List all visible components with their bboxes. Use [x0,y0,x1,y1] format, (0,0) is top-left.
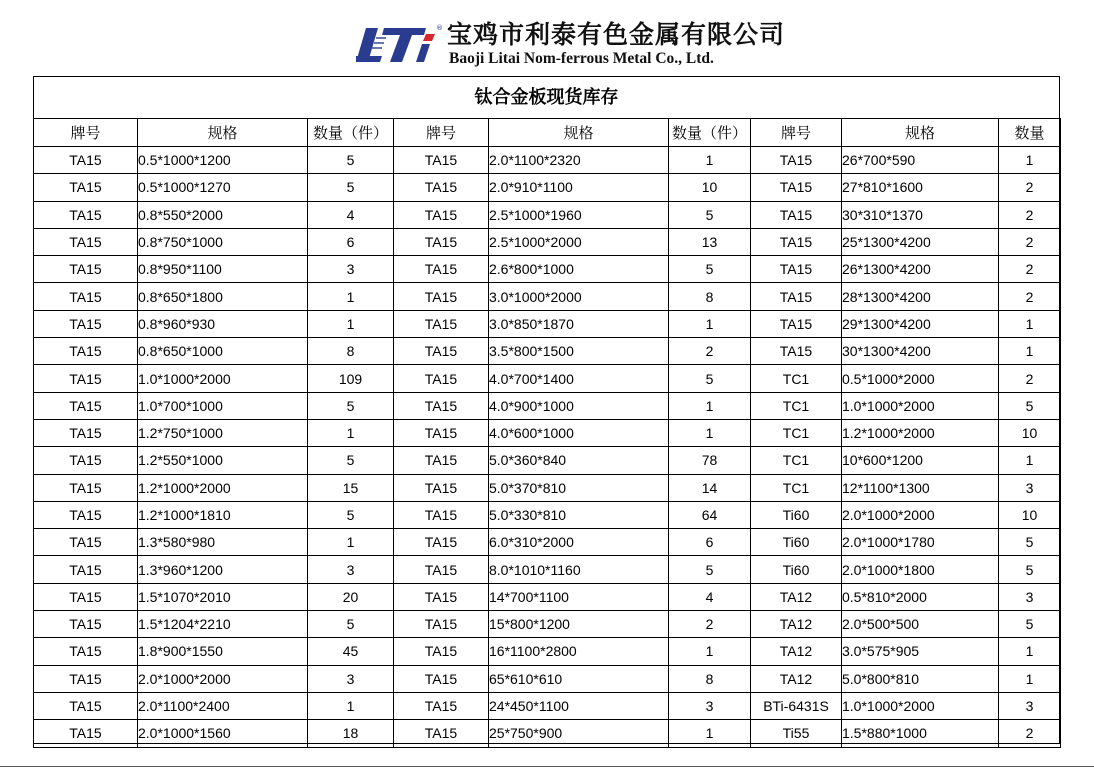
qty-cell: 1 [669,419,751,446]
grade-cell: TA15 [394,283,489,310]
spec-cell: 65*610*610 [489,665,669,692]
spec-cell: 25*750*900 [489,720,669,747]
grade-cell: TA15 [34,665,138,692]
grade-cell: TA15 [751,310,842,337]
spec-cell: 27*810*1600 [842,174,999,201]
qty-cell: 5 [308,392,394,419]
qty-cell: 1 [308,529,394,556]
grade-cell: TA15 [394,529,489,556]
grade-cell: TA15 [751,256,842,283]
table-row [34,720,1061,747]
qty-cell: 10 [999,501,1061,528]
table-row [34,447,1061,474]
table-row [34,338,1061,365]
spec-cell: 6.0*310*2000 [489,529,669,556]
spec-cell: 0.8*650*1800 [138,283,308,310]
grade-cell: TA15 [34,392,138,419]
spec-cell: 2.0*1000*1780 [842,529,999,556]
sheet-title: 钛合金板现货库存 [34,77,1059,119]
spec-cell: 2.0*1000*1560 [138,720,308,747]
table-body [34,147,1061,748]
grade-cell: TA15 [34,474,138,501]
grade-cell: TC1 [751,419,842,446]
table-row [34,638,1061,665]
grade-cell: Ti55 [751,720,842,747]
table-row [34,228,1061,255]
qty-cell: 2 [999,720,1061,747]
grade-cell: TA15 [394,720,489,747]
grade-cell: TC1 [751,392,842,419]
grade-cell: Ti60 [751,556,842,583]
qty-cell: 2 [999,201,1061,228]
qty-cell: 5 [308,147,394,174]
qty-cell: 5 [308,447,394,474]
grade-cell: TA15 [394,474,489,501]
company-name-english: Baoji Litai Nom-ferrous Metal Co., Ltd. [449,50,714,67]
qty-cell: 1 [669,310,751,337]
spec-cell: 26*1300*4200 [842,256,999,283]
spec-cell: 12*1100*1300 [842,474,999,501]
qty-cell: 2 [999,283,1061,310]
qty-cell: 109 [308,365,394,392]
grade-cell: TA15 [34,256,138,283]
spec-cell: 4.0*900*1000 [489,392,669,419]
spec-cell: 4.0*600*1000 [489,419,669,446]
grade-cell: TC1 [751,447,842,474]
grade-cell: TA15 [34,365,138,392]
spec-cell: 0.5*810*2000 [842,583,999,610]
spec-cell: 30*310*1370 [842,201,999,228]
table-row [34,611,1061,638]
grade-cell: TA15 [394,692,489,719]
table-row [34,665,1061,692]
qty-cell: 1 [999,665,1061,692]
inventory-sheet [33,76,1060,744]
qty-cell: 1 [669,392,751,419]
inventory-table [33,118,1061,748]
grade-cell: TA15 [34,228,138,255]
qty-cell: 4 [669,583,751,610]
qty-cell: 5 [669,256,751,283]
table-row [34,365,1061,392]
spec-cell: 1.2*1000*2000 [842,419,999,446]
qty-cell: 18 [308,720,394,747]
spec-cell: 8.0*1010*1160 [489,556,669,583]
grade-cell: TA15 [34,556,138,583]
spec-cell: 0.8*550*2000 [138,201,308,228]
qty-cell: 5 [669,365,751,392]
grade-cell: TA15 [394,310,489,337]
qty-cell: 1 [308,283,394,310]
spec-cell: 2.0*1000*2000 [138,665,308,692]
spec-cell: 3.5*800*1500 [489,338,669,365]
grade-cell: TA15 [34,692,138,719]
col-header-spec: 规格 [138,119,308,147]
spec-cell: 4.0*700*1400 [489,365,669,392]
spec-cell: 2.0*1100*2320 [489,147,669,174]
qty-cell: 1 [999,147,1061,174]
spec-cell: 16*1100*2800 [489,638,669,665]
table-header-row [34,119,1061,147]
grade-cell: TA12 [751,638,842,665]
spec-cell: 1.0*700*1000 [138,392,308,419]
spec-cell: 1.2*550*1000 [138,447,308,474]
spec-cell: 2.0*1000*2000 [842,501,999,528]
grade-cell: TA15 [34,720,138,747]
table-row [34,692,1061,719]
qty-cell: 8 [669,283,751,310]
table-row [34,419,1061,446]
qty-cell: 78 [669,447,751,474]
grade-cell: TA15 [34,283,138,310]
qty-cell: 1 [999,338,1061,365]
table-row [34,583,1061,610]
grade-cell: TA12 [751,611,842,638]
grade-cell: TA15 [394,583,489,610]
spec-cell: 1.3*960*1200 [138,556,308,583]
qty-cell: 5 [669,201,751,228]
qty-cell: 1 [669,720,751,747]
qty-cell: 3 [308,256,394,283]
grade-cell: TA15 [34,419,138,446]
spec-cell: 1.2*1000*1810 [138,501,308,528]
spec-cell: 30*1300*4200 [842,338,999,365]
spec-cell: 28*1300*4200 [842,283,999,310]
qty-cell: 8 [669,665,751,692]
spec-cell: 1.0*1000*2000 [842,692,999,719]
spec-cell: 1.5*1204*2210 [138,611,308,638]
qty-cell: 3 [308,665,394,692]
spec-cell: 1.2*1000*2000 [138,474,308,501]
qty-cell: 5 [308,174,394,201]
grade-cell: TA15 [394,174,489,201]
col-header-spec: 规格 [489,119,669,147]
qty-cell: 2 [669,611,751,638]
grade-cell: TA15 [394,638,489,665]
spec-cell: 0.5*1000*1200 [138,147,308,174]
spec-cell: 5.0*360*840 [489,447,669,474]
qty-cell: 4 [308,201,394,228]
grade-cell: TA15 [394,665,489,692]
grade-cell: TA15 [751,201,842,228]
spec-cell: 5.0*800*810 [842,665,999,692]
grade-cell: TA15 [394,365,489,392]
qty-cell: 6 [308,228,394,255]
qty-cell: 1 [999,447,1061,474]
table-row [34,147,1061,174]
qty-cell: 45 [308,638,394,665]
table-row [34,256,1061,283]
qty-cell: 13 [669,228,751,255]
qty-cell: 1 [999,310,1061,337]
spec-cell: 10*600*1200 [842,447,999,474]
spec-cell: 5.0*370*810 [489,474,669,501]
table-row [34,529,1061,556]
spec-cell: 14*700*1100 [489,583,669,610]
col-header-qty: 数量（件） [669,119,751,147]
grade-cell: TA15 [394,201,489,228]
qty-cell: 64 [669,501,751,528]
spec-cell: 0.5*1000*2000 [842,365,999,392]
spec-cell: 1.0*1000*2000 [842,392,999,419]
qty-cell: 5 [669,556,751,583]
spec-cell: 2.0*500*500 [842,611,999,638]
lti-logo-mark [356,22,442,68]
spec-cell: 1.2*750*1000 [138,419,308,446]
grade-cell: TA15 [394,392,489,419]
grade-cell: TA15 [34,529,138,556]
col-header-grade: 牌号 [394,119,489,147]
qty-cell: 5 [999,392,1061,419]
spec-cell: 0.5*1000*1270 [138,174,308,201]
letterhead [0,0,1094,76]
table-row [34,174,1061,201]
qty-cell: 1 [669,638,751,665]
grade-cell: TA15 [34,611,138,638]
grade-cell: Ti60 [751,529,842,556]
qty-cell: 2 [999,228,1061,255]
table-row [34,310,1061,337]
grade-cell: TA15 [394,447,489,474]
grade-cell: TC1 [751,365,842,392]
spec-cell: 15*800*1200 [489,611,669,638]
col-header-spec: 规格 [842,119,999,147]
grade-cell: TA15 [34,501,138,528]
qty-cell: 1 [669,147,751,174]
spec-cell: 2.0*1000*1800 [842,556,999,583]
grade-cell: TA15 [394,611,489,638]
svg-text:®: ® [436,24,443,32]
spec-cell: 1.5*880*1000 [842,720,999,747]
table-row [34,501,1061,528]
grade-cell: TA15 [394,147,489,174]
qty-cell: 2 [999,365,1061,392]
spec-cell: 0.8*650*1000 [138,338,308,365]
qty-cell: 14 [669,474,751,501]
qty-cell: 5 [308,501,394,528]
spec-cell: 1.8*900*1550 [138,638,308,665]
qty-cell: 3 [669,692,751,719]
spec-cell: 26*700*590 [842,147,999,174]
company-name-chinese: 宝鸡市利泰有色金属有限公司 [447,20,786,49]
qty-cell: 5 [999,529,1061,556]
spec-cell: 1.3*580*980 [138,529,308,556]
qty-cell: 3 [308,556,394,583]
spec-cell: 2.6*800*1000 [489,256,669,283]
qty-cell: 6 [669,529,751,556]
qty-cell: 8 [308,338,394,365]
spec-cell: 3.0*850*1870 [489,310,669,337]
grade-cell: TA15 [34,338,138,365]
qty-cell: 10 [999,419,1061,446]
grade-cell: BTi-6431S [751,692,842,719]
qty-cell: 3 [999,474,1061,501]
table-row [34,201,1061,228]
table-row [34,556,1061,583]
spec-cell: 3.0*1000*2000 [489,283,669,310]
grade-cell: TA15 [34,447,138,474]
spec-cell: 24*450*1100 [489,692,669,719]
qty-cell: 2 [669,338,751,365]
qty-cell: 1 [308,310,394,337]
page-bottom-rule [0,766,1094,767]
grade-cell: TA15 [751,338,842,365]
grade-cell: TA15 [751,174,842,201]
grade-cell: TA15 [394,228,489,255]
grade-cell: TC1 [751,474,842,501]
spec-cell: 2.5*1000*1960 [489,201,669,228]
company-logo [356,22,442,68]
qty-cell: 1 [308,692,394,719]
table-row [34,283,1061,310]
qty-cell: 20 [308,583,394,610]
grade-cell: TA15 [34,638,138,665]
qty-cell: 15 [308,474,394,501]
grade-cell: TA15 [394,419,489,446]
spec-cell: 2.5*1000*2000 [489,228,669,255]
grade-cell: Ti60 [751,501,842,528]
spec-cell: 3.0*575*905 [842,638,999,665]
qty-cell: 5 [999,556,1061,583]
spec-cell: 0.8*950*1100 [138,256,308,283]
qty-cell: 3 [999,692,1061,719]
col-header-grade: 牌号 [34,119,138,147]
grade-cell: TA15 [34,583,138,610]
spec-cell: 5.0*330*810 [489,501,669,528]
col-header-grade: 牌号 [751,119,842,147]
table-row [34,474,1061,501]
table-row [34,392,1061,419]
grade-cell: TA12 [751,583,842,610]
grade-cell: TA15 [34,174,138,201]
grade-cell: TA15 [394,338,489,365]
grade-cell: TA15 [394,556,489,583]
spec-cell: 1.5*1070*2010 [138,583,308,610]
grade-cell: TA12 [751,665,842,692]
spec-cell: 29*1300*4200 [842,310,999,337]
grade-cell: TA15 [394,256,489,283]
qty-cell: 3 [999,583,1061,610]
grade-cell: TA15 [394,501,489,528]
spec-cell: 0.8*960*930 [138,310,308,337]
spec-cell: 1.0*1000*2000 [138,365,308,392]
grade-cell: TA15 [34,310,138,337]
qty-cell: 5 [999,611,1061,638]
qty-cell: 1 [308,419,394,446]
grade-cell: TA15 [34,147,138,174]
spec-cell: 2.0*910*1100 [489,174,669,201]
col-header-qty: 数量（件） [308,119,394,147]
qty-cell: 2 [999,174,1061,201]
grade-cell: TA15 [751,283,842,310]
spec-cell: 2.0*1100*2400 [138,692,308,719]
qty-cell: 5 [308,611,394,638]
qty-cell: 10 [669,174,751,201]
spec-cell: 0.8*750*1000 [138,228,308,255]
grade-cell: TA15 [751,147,842,174]
grade-cell: TA15 [34,201,138,228]
grade-cell: TA15 [751,228,842,255]
qty-cell: 1 [999,638,1061,665]
col-header-qty: 数量 [999,119,1061,147]
spec-cell: 25*1300*4200 [842,228,999,255]
qty-cell: 2 [999,256,1061,283]
